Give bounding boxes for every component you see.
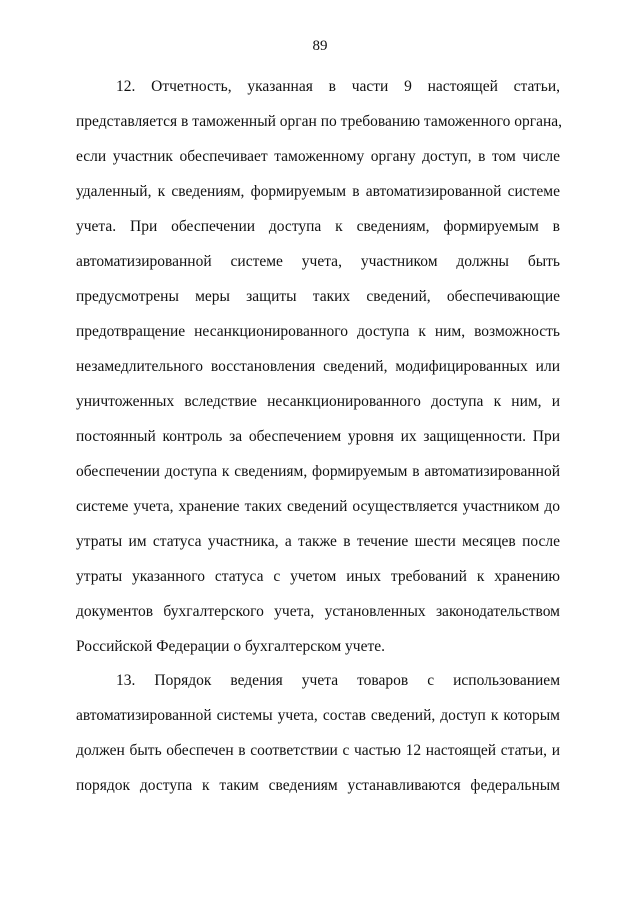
page-number: 89: [312, 38, 328, 54]
text-line: Российской Федерации о бухгалтерском учете.: [76, 638, 385, 655]
text-line: системе учета, хранение таких сведений осуществляется участником до: [76, 498, 560, 515]
text-line: удаленный, к сведениям, формируемым в автоматизированной системе: [76, 183, 560, 200]
text-line: уничтоженных вследствие несанкционированного доступа к ним, и: [76, 393, 560, 410]
text-line: обеспечении доступа к сведениям, формируемым в автоматизированной: [76, 463, 560, 480]
text-line: предотвращение несанкционированного доступа к ним, возможность: [76, 323, 560, 340]
text-line: 13. Порядок ведения учета товаров с использованием: [116, 672, 560, 689]
text-line: автоматизированной системе учета, участником должны быть: [76, 253, 560, 270]
text-line: если участник обеспечивает таможенному органу доступ, в том числе: [76, 148, 560, 165]
text-line: утраты указанного статуса с учетом иных требований к хранению: [76, 568, 560, 585]
text-line: постоянный контроль за обеспечением уровня их защищенности. При: [76, 428, 560, 445]
text-line: представляется в таможенный орган по требованию таможенного органа,: [76, 113, 563, 130]
text-line: учета. При обеспечении доступа к сведениям, формируемым в: [76, 218, 560, 235]
text-line: незамедлительного восстановления сведений, модифицированных или: [76, 358, 560, 375]
text-line: должен быть обеспечен в соответствии с частью 12 настоящей статьи, и: [76, 742, 560, 759]
text-line: автоматизированной системы учета, состав сведений, доступ к которым: [76, 707, 560, 724]
text-line: документов бухгалтерского учета, установленных законодательством: [76, 603, 560, 620]
text-line: порядок доступа к таким сведениям устанавливаются федеральным: [76, 777, 560, 794]
text-line: 12. Отчетность, указанная в части 9 настоящей статьи,: [116, 78, 560, 95]
text-line: предусмотрены меры защиты таких сведений, обеспечивающие: [76, 288, 560, 305]
text-line: утраты им статуса участника, а также в течение шести месяцев после: [76, 533, 560, 550]
